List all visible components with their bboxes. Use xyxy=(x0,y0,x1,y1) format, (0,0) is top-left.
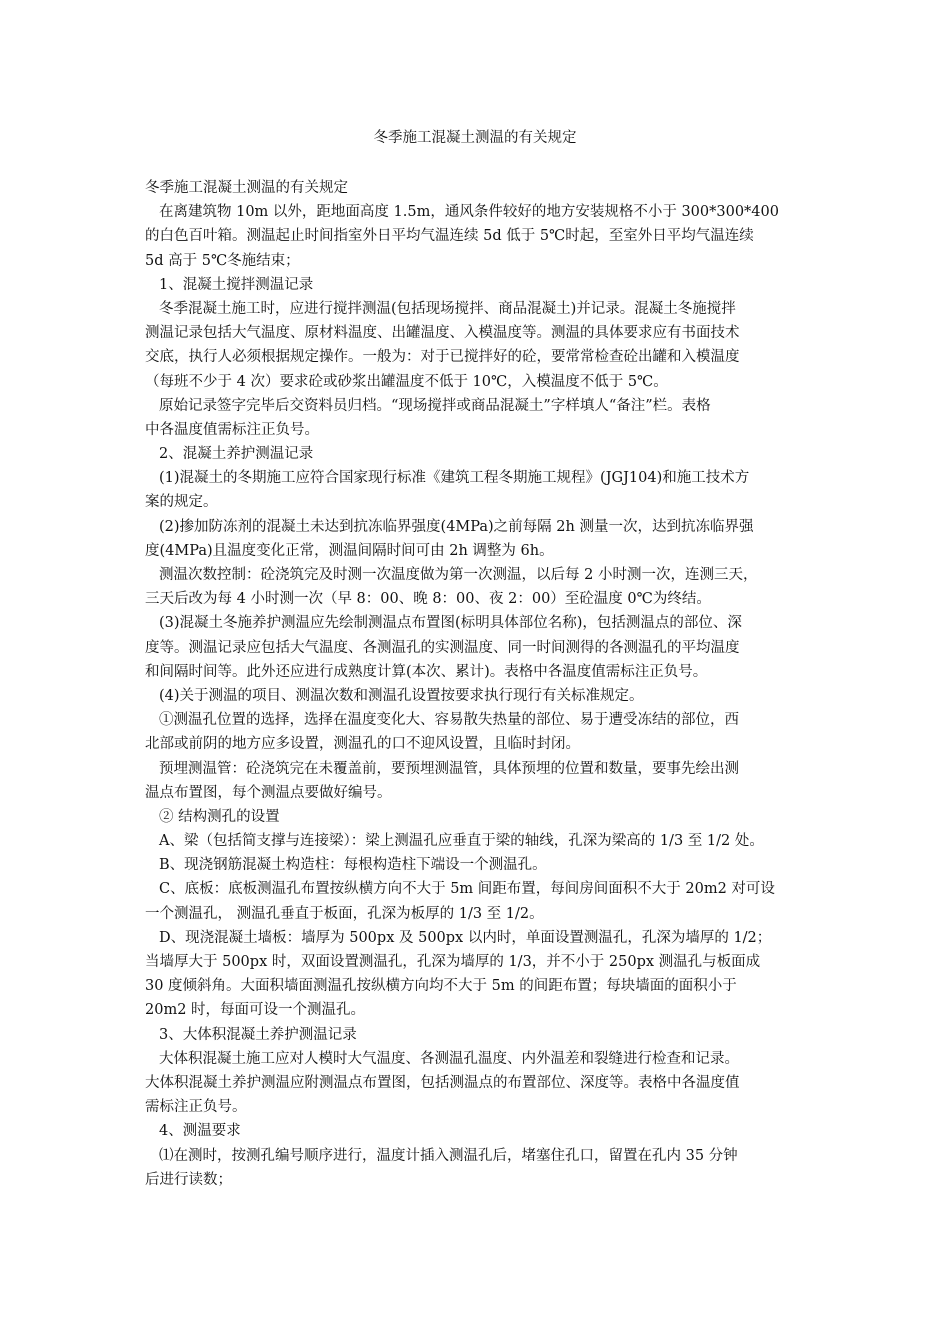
text-line: (4)关于测温的项目、测温次数和测温孔设置按要求执行现行有关标准规定。 xyxy=(159,687,644,704)
text-line: 后进行读数； xyxy=(145,1171,232,1188)
text-line: 30 度倾斜角。大面积墙面测温孔按纵横方向均不大于 5m 的间距布置；每块墙面的面积小于 xyxy=(145,978,737,995)
text-line: 在离建筑物 10m 以外，距地面高度 1.5m，通风条件较好的地方安装规格不小于 300*300*400 xyxy=(159,204,779,221)
text-line: (3)混凝土冬施养护测温应先绘制测温点布置图(标明具体部位名称)，包括测温点的部位、深 xyxy=(159,615,742,632)
text-line: 1、混凝土搅拌测温记录 xyxy=(159,276,314,293)
text-line: 4、测温要求 xyxy=(159,1123,241,1140)
text-line: 冬季混凝土施工时，应进行搅拌测温(包括现场搅拌、商品混凝土)并记录。混凝土冬施搅拌 xyxy=(159,300,736,317)
text-line: 5d 高于 5℃冬施结束； xyxy=(145,252,300,269)
text-line: 交底，执行人必须根据规定操作。一般为：对于已搅拌好的砼，要常常检查砼出罐和入模温度 xyxy=(145,349,740,366)
text-line: 度等。测温记录应包括大气温度、各测温孔的实测温度、同一时间测得的各测温孔的平均温度 xyxy=(145,639,740,656)
text-line: A、梁（包括简支撑与连接梁）：梁上测温孔应垂直于梁的轴线，孔深为梁高的 1/3 至 1/2 处。 xyxy=(159,833,764,850)
text-line: (2)掺加防冻剂的混凝土未达到抗冻临界强度(4MPa)之前每隔 2h 测量一次，达到抗冻临界强 xyxy=(159,518,754,535)
text-line: 度(4MPa)且温度变化正常，测温间隔时间可由 2h 调整为 6h。 xyxy=(145,542,554,559)
text-line: 一个测温孔， 测温孔垂直于板面，孔深为板厚的 1/3 至 1/2。 xyxy=(145,905,544,922)
text-line: 中各温度值需标注正负号。 xyxy=(145,421,319,438)
text-line: (1)混凝土的冬期施工应符合国家现行标准《建筑工程冬期施工规程》(JGJ104)和施工技术方 xyxy=(159,470,750,487)
text-line: 2、混凝土养护测温记录 xyxy=(159,446,314,463)
text-line: D、现浇混凝土墙板：墙厚为 500px 及 500px 以内时，单面设置测温孔，孔深为墙厚的 1/2； xyxy=(159,929,772,946)
text-line: B、现浇钢筋混凝土构造柱：每根构造柱下端设一个测温孔。 xyxy=(159,857,547,874)
text-line: 的白色百叶箱。测温起止时间指室外日平均气温连续 5d 低于 5℃时起，至室外日平均气温连续 xyxy=(145,228,754,245)
text-line: 需标注正负号。 xyxy=(145,1099,247,1116)
text-line: 当墙厚大于 500px 时，双面设置测温孔，孔深为墙厚的 1/3，并不小于 250px 测温孔与板面成 xyxy=(145,954,761,970)
text-line: 20m2 时，每面可设一个测温孔。 xyxy=(145,1002,366,1019)
text-line: 温点布置图，每个测温点要做好编号。 xyxy=(145,784,392,801)
text-line: 和间隔时间等。此外还应进行成熟度计算(本次、累计)。表格中各温度值需标注正负号。 xyxy=(145,663,708,680)
text-line: 3、大体积混凝土养护测温记录 xyxy=(159,1026,357,1043)
text-line: 三天后改为每 4 小时测一次（早 8：00、晚 8：00、夜 2：00）至砼温度 0℃为终结。 xyxy=(145,591,711,608)
text-line: （每班不少于 4 次）要求砼或砂浆出罐温度不低于 10℃，入模温度不低于 5℃。 xyxy=(145,373,668,390)
text-line: 大体积混凝土养护测温应附测温点布置图，包括测温点的布置部位、深度等。表格中各温度值 xyxy=(145,1074,740,1091)
text-line: 冬季施工混凝土测温的有关规定 xyxy=(145,180,348,196)
document-title: 冬季施工混凝土测温的有关规定 xyxy=(373,130,577,146)
document-body xyxy=(145,176,815,1192)
text-line: 大体积混凝土施工应对人模时大气温度、各测温孔温度、内外温差和裂缝进行检查和记录。 xyxy=(159,1050,739,1067)
text-line: 测温次数控制：砼浇筑完及时测一次温度做为第一次测温，以后每 2 小时测一次，连测三天， xyxy=(159,567,758,583)
text-line: ⑴在测时，按测孔编号顺序进行，温度计插入测温孔后，堵塞住孔口，留置在孔内 35 分钟 xyxy=(159,1147,738,1164)
text-line: C、底板：底板测温孔布置按纵横方向不大于 5m 间距布置，每间房间面积不大于 20m2 对可设 xyxy=(159,881,775,898)
text-line: 测温记录包括大气温度、原材料温度、出罐温度、入模温度等。测温的具体要求应有书面技术 xyxy=(145,325,740,342)
text-line: 原始记录签字完毕后交资料员归档。“现场搅拌或商品混凝土”字样填人“备注”栏。表格 xyxy=(159,397,711,414)
text-line: ①测温孔位置的选择，选择在温度变化大、容易散失热量的部位、易于遭受冻结的部位，西 xyxy=(159,712,739,729)
text-line: 北部或前阴的地方应多设置，测温孔的口不迎风设置，且临时封闭。 xyxy=(145,736,580,753)
text-line: 预埋测温管：砼浇筑完在未覆盖前，要预埋测温管，具体预埋的位置和数量，要事先绘出测 xyxy=(159,760,739,777)
text-line: ② 结构测孔的设置 xyxy=(159,808,280,825)
text-line: 案的规定。 xyxy=(145,494,218,511)
